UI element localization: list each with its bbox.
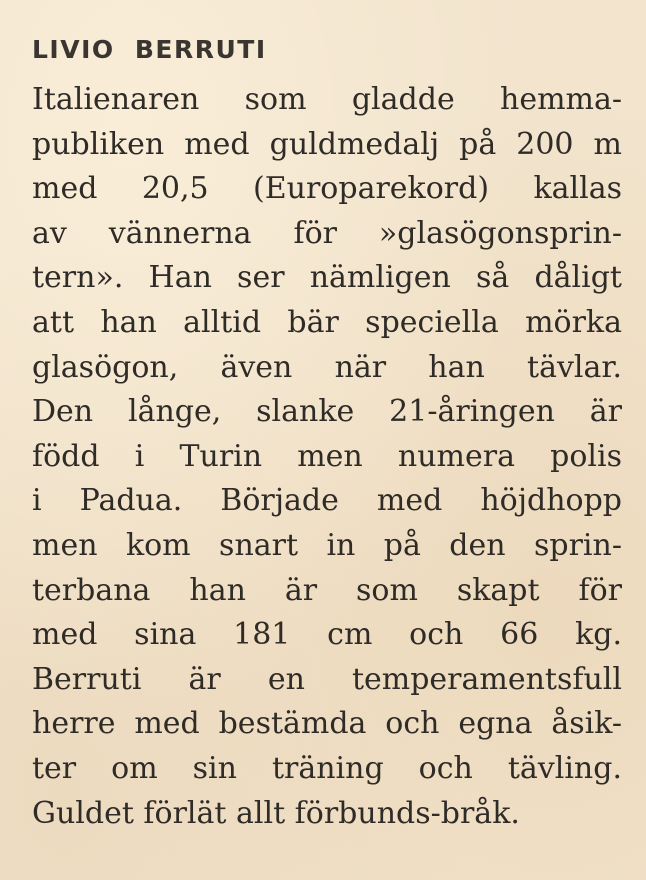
text-line: född i Turin men numera polis xyxy=(32,438,622,474)
article-headline: LIVIO BERRUTI xyxy=(32,35,267,64)
text-line: tern». Han ser nämligen så dåligt xyxy=(32,260,622,296)
text-line: i Padua. Började med höjdhopp xyxy=(32,483,622,519)
text-line: glasögon, även när han tävlar. xyxy=(32,349,622,385)
text-line: publiken med guldmedalj på 200 m xyxy=(32,126,622,162)
text-line: men kom snart in på den sprin- xyxy=(32,527,622,563)
text-line: terbana han är som skapt för xyxy=(32,572,622,608)
text-line: Den långe, slanke 21-åringen är xyxy=(32,394,622,430)
article xyxy=(32,28,622,836)
text-line: med sina 181 cm och 66 kg. xyxy=(32,617,622,653)
text-line: Guldet förlät allt förbunds-bråk. xyxy=(32,795,520,831)
article-body xyxy=(32,78,622,836)
text-line: Italienaren som gladde hemma- xyxy=(32,82,622,117)
text-line: ter om sin träning och tävling. xyxy=(32,750,622,786)
text-line: Berruti är en temperamentsfull xyxy=(32,661,622,697)
text-line: att han alltid bär speciella mörka xyxy=(32,304,622,340)
text-line: med 20,5 (Europarekord) kallas xyxy=(32,171,622,207)
text-line: av vännerna för »glasögonsprin- xyxy=(32,215,622,251)
text-line: herre med bestämda och egna åsik- xyxy=(32,706,622,742)
